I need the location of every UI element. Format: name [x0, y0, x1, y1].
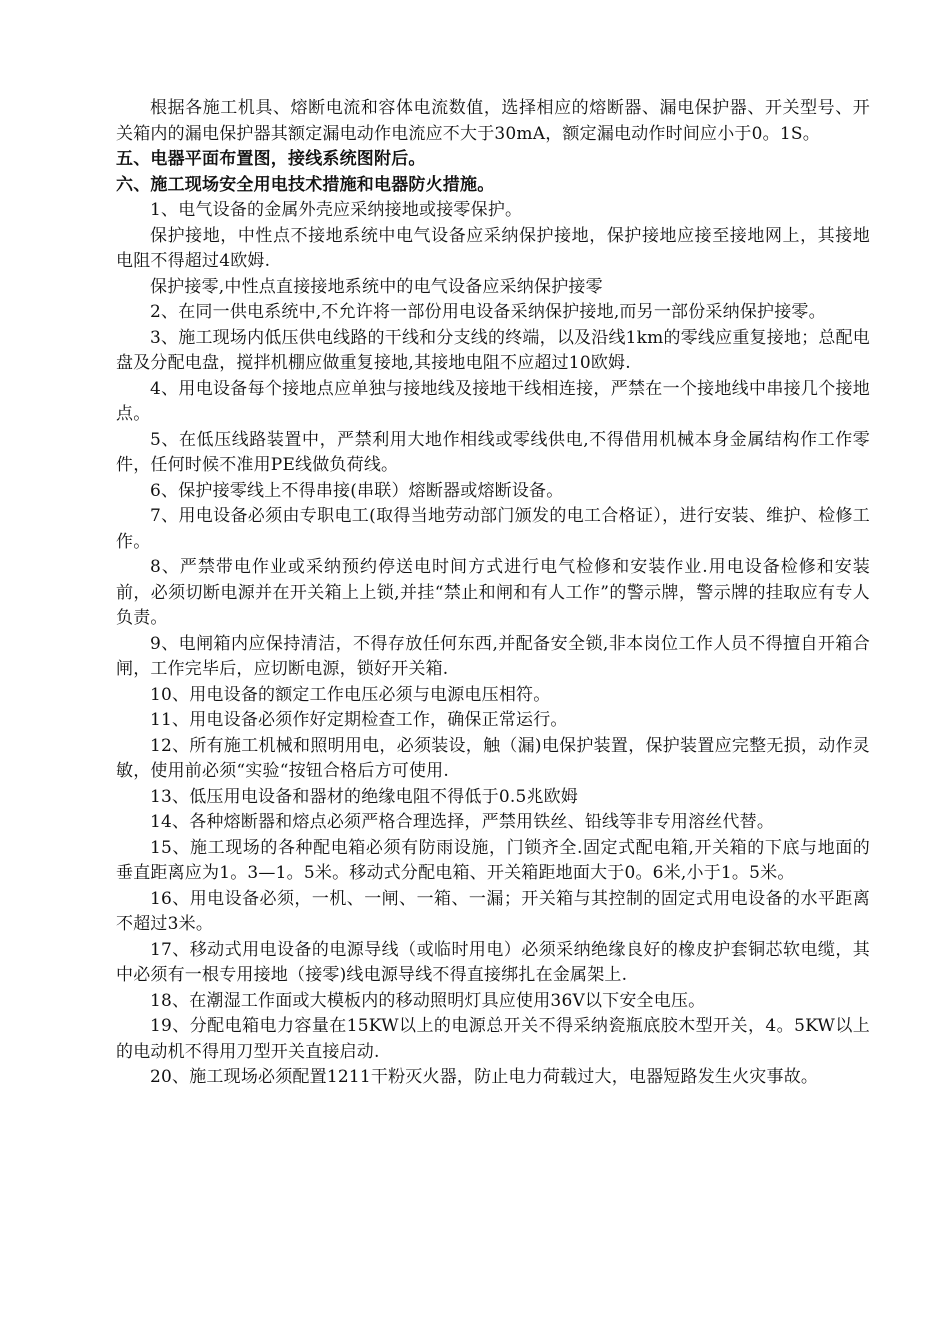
document-page — [116, 96, 870, 1091]
paragraph-item-12: 12、所有施工机械和照明用电，必须装设，触（漏)电保护装置，保护装置应完整无损，动作灵敏，使用前必须“实验“按钮合格后方可使用. — [116, 735, 870, 781]
paragraph-item-14: 14、各种熔断器和熔点必须严格合理选择，严禁用铁丝、铅线等非专用溶丝代替。 — [150, 812, 775, 832]
paragraph-item-2: 2、在同一供电系统中,不允许将一部份用电设备采纳保护接地,而另一部份采纳保护接零。 — [150, 302, 826, 322]
section-heading-5: 五、电器平面布置图，接线系统图附后。 — [116, 149, 426, 169]
paragraph-item-10: 10、用电设备的额定工作电压必须与电源电压相符。 — [150, 684, 551, 705]
paragraph-protective-neutral: 保护接零,中性点直接接地系统中的电气设备应采纳保护接零 — [150, 276, 603, 297]
paragraph-item-6: 6、保护接零线上不得串接(串联）熔断器或熔断设备。 — [150, 480, 564, 501]
paragraph-item-19: 19、分配电箱电力容量在15KW以上的电源总开关不得采纳瓷瓶底胶木型开关，4。5KW以上的电动机不得用刀型开关直接启动. — [116, 1016, 870, 1062]
paragraph-item-9: 9、电闸箱内应保持清洁，不得存放任何东西,并配备安全锁,非本岗位工作人员不得擅自开箱合闸，工作完毕后，应切断电源，锁好开关箱. — [116, 633, 870, 679]
paragraph-item-17: 17、移动式用电设备的电源导线（或临时用电）必须采纳绝缘良好的橡皮护套铜芯软电缆，其中必须有一根专用接地（接零)线电源导线不得直接绑扎在金属架上. — [116, 939, 870, 985]
paragraph-item-13: 13、低压用电设备和器材的绝缘电阻不得低于0.5兆欧姆 — [150, 786, 579, 807]
paragraph-item-18: 18、在潮湿工作面或大模板内的移动照明灯具应使用36V以下安全电压。 — [150, 990, 706, 1011]
paragraph-item-15: 15、施工现场的各种配电箱必须有防雨设施，门锁齐全.固定式配电箱,开关箱的下底与地面的垂直距离应为1。3—1。5米。移动式分配电箱、开关箱距地面大于0。6米,小于1。5米。 — [116, 837, 870, 883]
paragraph-item-8: 8、严禁带电作业或采纳预约停送电时间方式进行电气检修和安装作业.用电设备检修和安装前，必须切断电源并在开关箱上上锁,并挂“禁止和闸和有人工作”的警示牌，警示牌的挂取应有专人负责。 — [116, 557, 870, 628]
paragraph-item-7: 7、用电设备必须由专职电工(取得当地劳动部门颁发的电工合格证），进行安装、维护、检修工作。 — [116, 506, 870, 552]
paragraph-item-16: 16、用电设备必须，一机、一闸、一箱、一漏；开关箱与其控制的固定式用电设备的水平距离不超过3米。 — [116, 888, 870, 934]
paragraph-item-11: 11、用电设备必须作好定期检查工作，确保正常运行。 — [150, 710, 568, 730]
paragraph-item-1: 1、电气设备的金属外壳应采纳接地或接零保护。 — [150, 200, 523, 220]
paragraph-item-20: 20、施工现场必须配置1211干粉灭火器，防止电力荷载过大，电器短路发生火灾事故。 — [150, 1067, 819, 1087]
paragraph-item-3: 3、施工现场内低压供电线路的干线和分支线的终端，以及沿线1km的零线应重复接地；总配电盘及分配电盘，搅拌机棚应做重复接地,其接地电阻不应超过10欧姆. — [116, 327, 870, 373]
section-heading-6: 六、施工现场安全用电技术措施和电器防火措施。 — [116, 174, 495, 195]
paragraph-fuse-selection: 根据各施工机具、熔断电流和容体电流数值，选择相应的熔断器、漏电保护器、开关型号、开关箱内的漏电保护器其额定漏电动作电流应不大于30mA，额定漏电动作时间应小于0。1S。 — [116, 98, 870, 144]
paragraph-protective-grounding: 保护接地，中性点不接地系统中电气设备应采纳保护接地，保护接地应接至接地网上，其接地电阻不得超过4欧姆. — [116, 225, 870, 271]
paragraph-item-4: 4、用电设备每个接地点应单独与接地线及接地干线相连接，严禁在一个接地线中串接几个接地点。 — [116, 378, 870, 424]
paragraph-item-5: 5、在低压线路装置中，严禁利用大地作相线或零线供电,不得借用机械本身金属结构作工作零件，任何时候不准用PE线做负荷线。 — [116, 429, 870, 475]
